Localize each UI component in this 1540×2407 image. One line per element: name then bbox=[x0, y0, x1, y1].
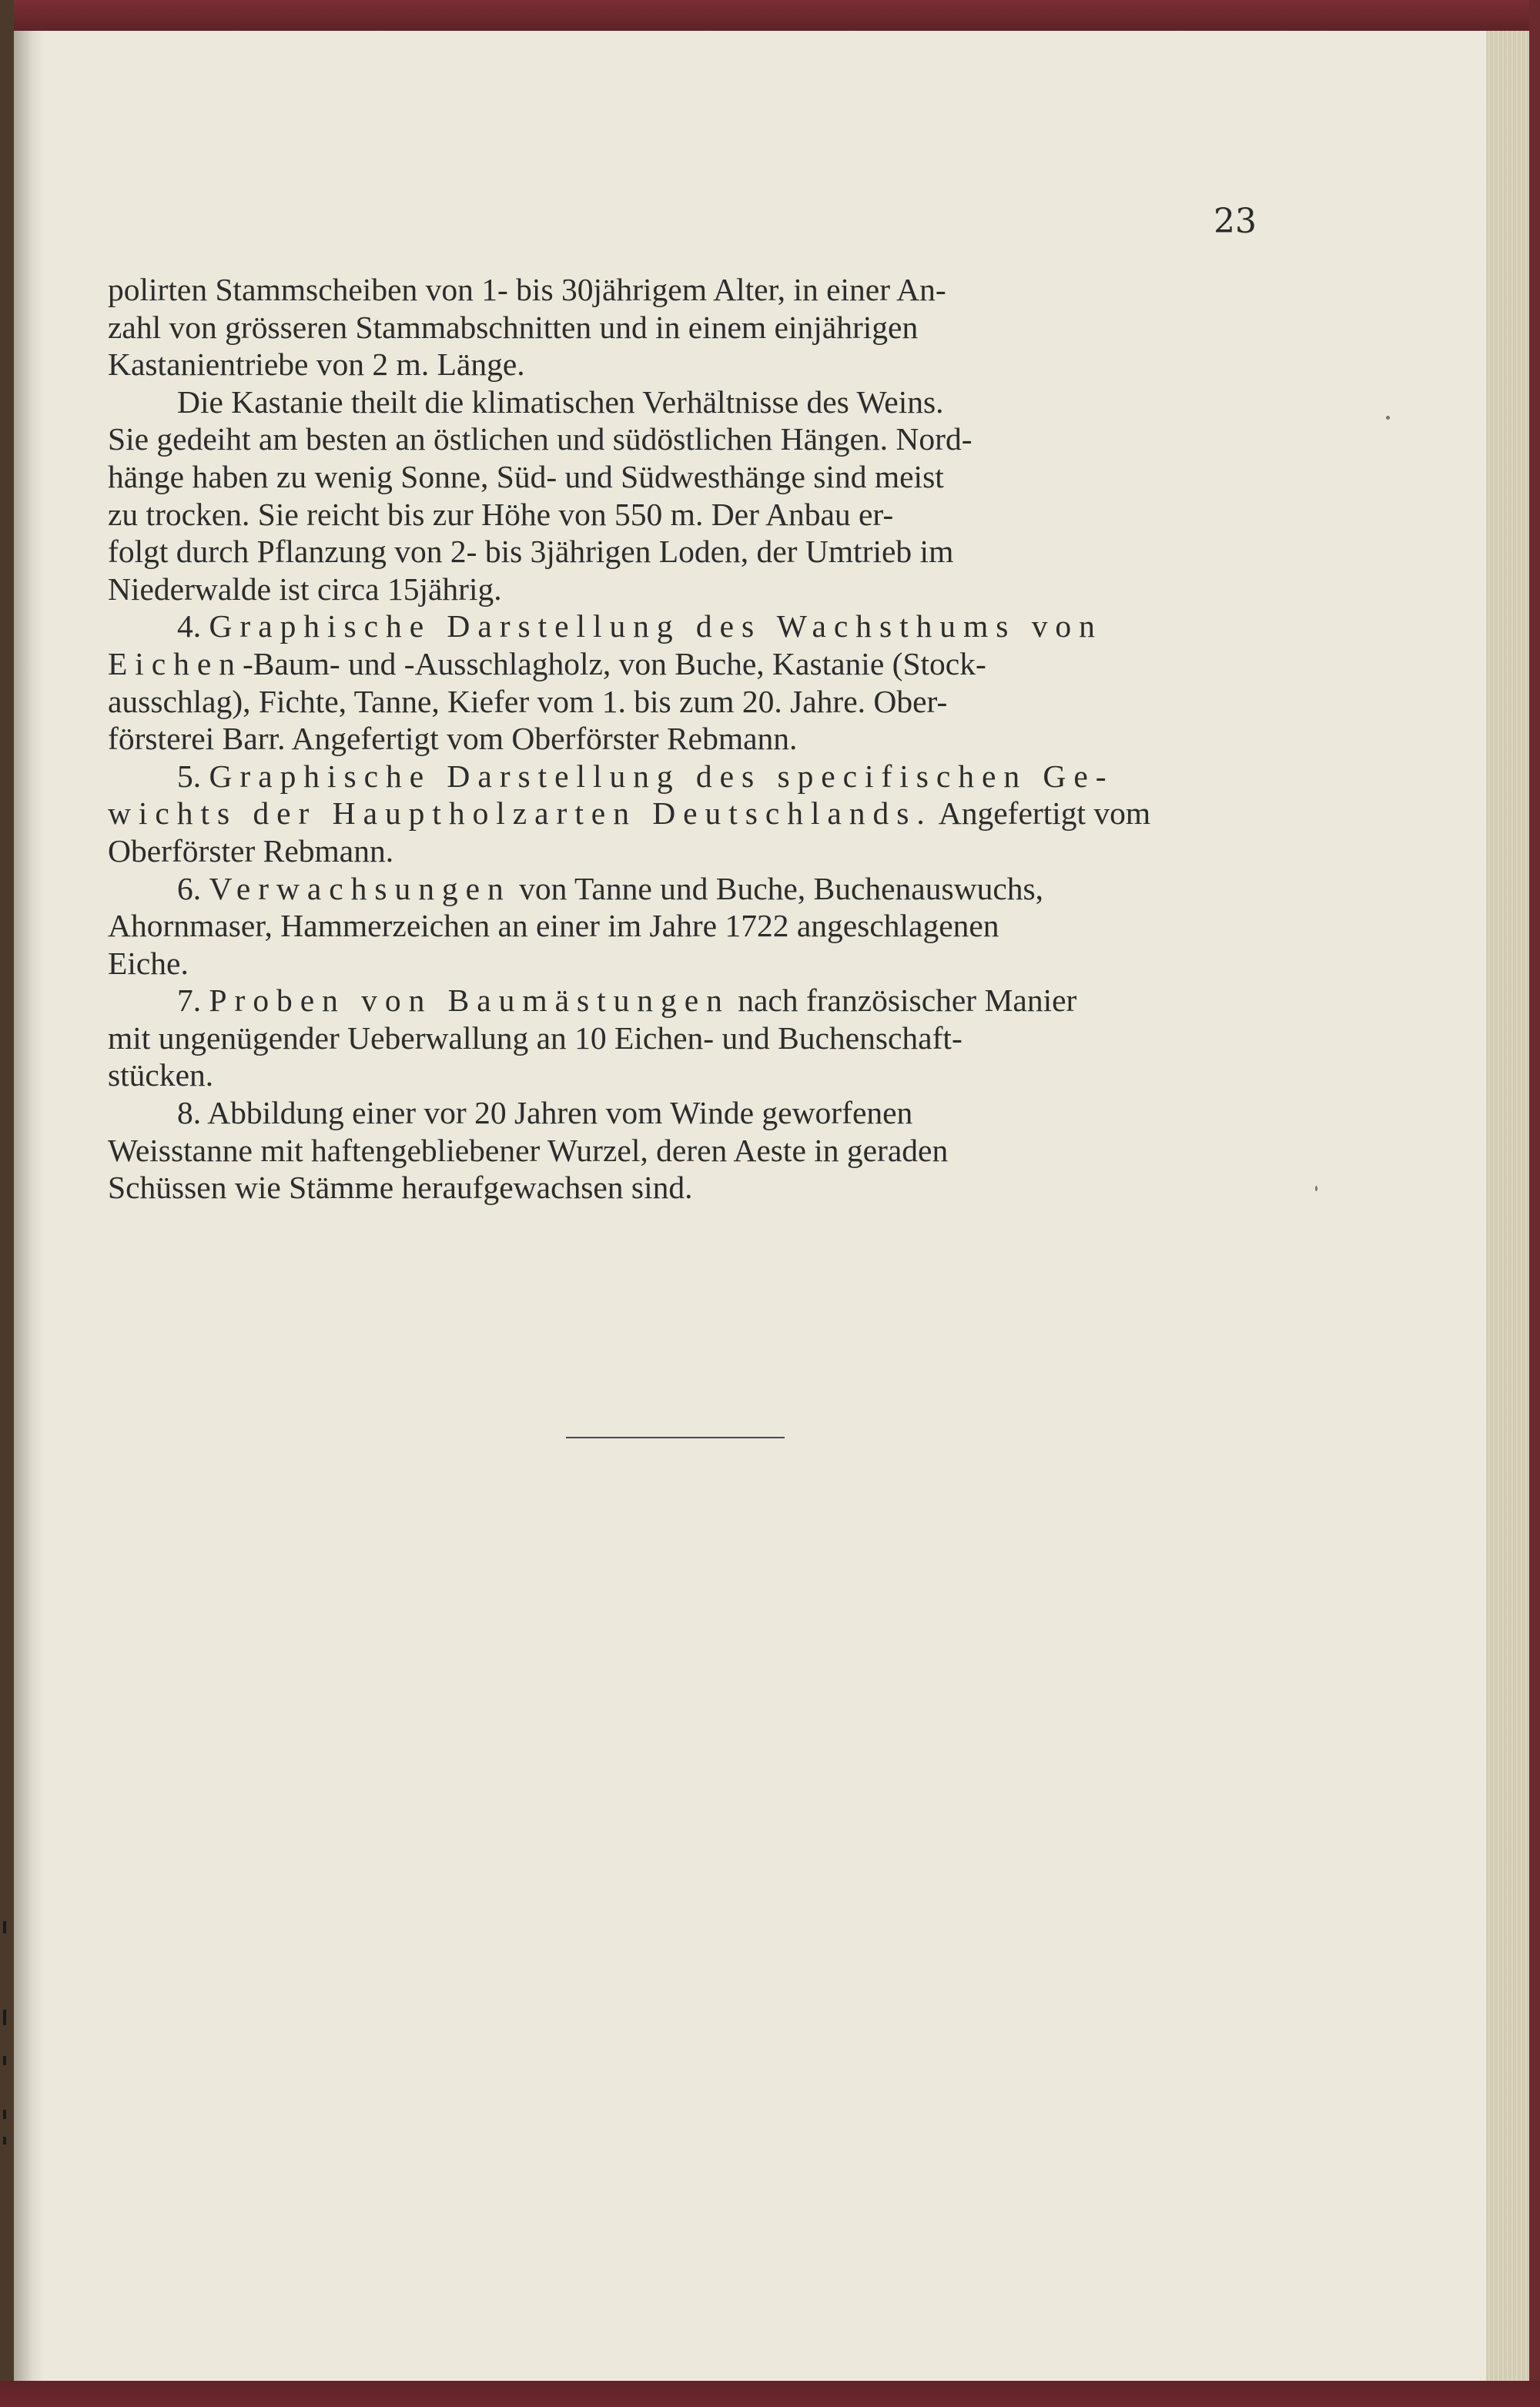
item-number: 4. bbox=[177, 608, 209, 644]
book-binding-left bbox=[0, 0, 14, 2407]
text-line: nach französischer Manier bbox=[729, 983, 1077, 1019]
text-line: zu trocken. Sie reicht bis zur Höhe von 550 m. Der Anbau er- bbox=[108, 496, 894, 532]
paper-speck bbox=[1315, 1186, 1317, 1191]
text-line: mit ungenügender Ueberwallung an 10 Eichen- und Buchenschaft- bbox=[108, 1019, 962, 1056]
text-line: Eiche. bbox=[108, 945, 189, 981]
list-item-4-growth-chart bbox=[108, 608, 1257, 757]
text-line: Ahornmaser, Hammerzeichen an einer im Jahre 1722 angeschlagenen bbox=[108, 908, 999, 944]
book-cover-top-edge bbox=[0, 0, 1540, 31]
book-cover-right-edge bbox=[1529, 0, 1540, 2407]
item-number: 5. bbox=[177, 758, 209, 794]
item-number: 7. bbox=[177, 983, 209, 1019]
item-title-spaced: Verwachsungen bbox=[209, 870, 511, 906]
gutter-mark bbox=[3, 2110, 6, 2119]
text-line: Sie gedeiht am besten an östlichen und südöstlichen Hängen. Nord- bbox=[108, 421, 973, 457]
item-title-spaced: Graphische Darstellung des Wachsthums von bbox=[209, 608, 1103, 644]
list-item-7-pruning bbox=[108, 982, 1257, 1094]
gutter-shadow bbox=[14, 31, 45, 2381]
text-line: polirten Stammscheiben von 1- bis 30jährigem Alter, in einer An- bbox=[108, 272, 946, 307]
section-divider-rule bbox=[566, 1437, 785, 1438]
paragraph-intro-continuation bbox=[108, 271, 1257, 383]
page-number: 23 bbox=[1214, 202, 1257, 241]
text-line: zahl von grösseren Stammabschnitten und in einem einjährigen bbox=[108, 309, 919, 345]
page-stack-edges bbox=[1486, 31, 1529, 2381]
paragraph-chestnut-climate bbox=[108, 383, 1257, 608]
book-cover-bottom-edge bbox=[0, 2381, 1540, 2407]
list-item-6-growths bbox=[108, 870, 1257, 983]
gutter-mark bbox=[3, 2056, 6, 2065]
text-line: folgt durch Pflanzung von 2- bis 3jährigen Loden, der Umtrieb im bbox=[108, 534, 954, 570]
text-line: Kastanientriebe von 2 m. Länge. bbox=[108, 346, 525, 383]
list-item-8-fir-illustration bbox=[108, 1094, 1257, 1207]
text-line: försterei Barr. Angefertigt vom Oberförster Rebmann. bbox=[108, 721, 798, 757]
gutter-mark bbox=[3, 1921, 6, 1933]
text-line: Schüssen wie Stämme heraufgewachsen sind. bbox=[108, 1170, 693, 1206]
item-title-spaced: Graphische Darstellung des specifischen Ge- bbox=[209, 758, 1114, 794]
text-line: Oberförster Rebmann. bbox=[108, 832, 394, 869]
text-line: 8. Abbildung einer vor 20 Jahren vom Winde geworfenen bbox=[177, 1095, 913, 1131]
item-title-spaced: wichts der Hauptholzarten Deutschlands. bbox=[108, 795, 932, 832]
item-number: 6. bbox=[177, 870, 209, 906]
list-item-5-specific-weight bbox=[108, 758, 1257, 870]
body-text bbox=[108, 271, 1257, 1207]
paper-speck bbox=[1386, 416, 1390, 420]
text-line: Niederwalde ist circa 15jährig. bbox=[108, 571, 502, 607]
text-line: ausschlag), Fichte, Tanne, Kiefer vom 1. bis zum 20. Jahre. Ober- bbox=[108, 683, 948, 719]
gutter-mark bbox=[3, 2010, 6, 2025]
text-line: hänge haben zu wenig Sonne, Süd- und Südwesthänge sind meist bbox=[108, 458, 944, 494]
gutter-mark bbox=[3, 2137, 6, 2144]
text-line: Die Kastanie theilt die klimatischen Verhältnisse des Weins. bbox=[177, 383, 944, 420]
text-line: -Baum- und -Ausschlagholz, von Buche, Kastanie (Stock- bbox=[242, 645, 986, 681]
text-line: Weisstanne mit haftengebliebener Wurzel, deren Aeste in geraden bbox=[108, 1132, 949, 1168]
item-title-spaced: Proben von Baumästungen bbox=[209, 983, 730, 1019]
item-title-spaced: Eichen bbox=[108, 645, 243, 681]
text-line: Angefertigt vom bbox=[932, 795, 1151, 832]
text-line: stücken. bbox=[108, 1057, 214, 1093]
text-line: von Tanne und Buche, Buchenauswuchs, bbox=[511, 870, 1044, 906]
